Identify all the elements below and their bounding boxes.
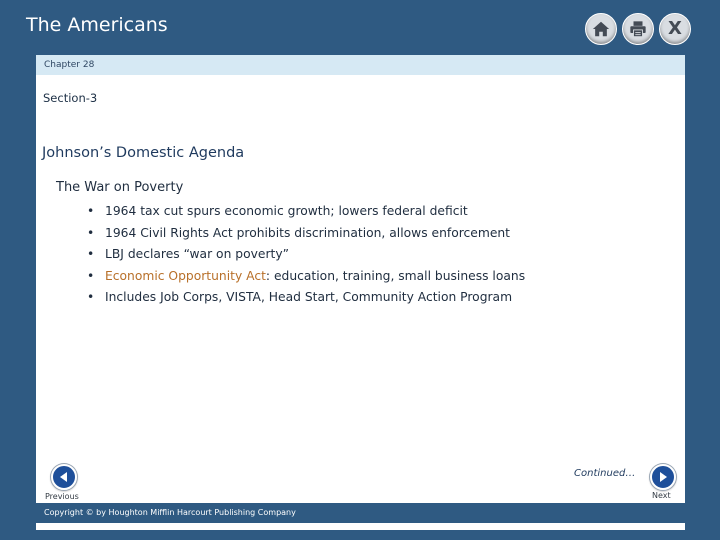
bullet-marker: • bbox=[87, 290, 95, 305]
bullet-item bbox=[87, 201, 525, 223]
slide-title: Johnson’s Domestic Agenda bbox=[42, 145, 245, 161]
section-label: Section-3 bbox=[43, 91, 98, 105]
next-label: Next bbox=[652, 491, 671, 500]
chapter-label: Chapter 28 bbox=[36, 55, 685, 75]
home-button[interactable] bbox=[585, 13, 617, 45]
bullet-text: : education, training, small business loans bbox=[265, 268, 526, 283]
bullet-item bbox=[87, 244, 525, 266]
bullet-list bbox=[87, 201, 525, 309]
bullet-text: 1964 Civil Rights Act prohibits discrimination, allows enforcement bbox=[105, 225, 510, 240]
bullet-item bbox=[87, 287, 525, 309]
bullet-marker: • bbox=[87, 204, 95, 218]
bullet-marker: • bbox=[87, 225, 95, 240]
home-icon bbox=[592, 20, 610, 38]
close-icon: X bbox=[668, 18, 682, 39]
bullet-text: 1964 tax cut spurs economic growth; lowers federal deficit bbox=[105, 204, 468, 218]
previous-button[interactable] bbox=[51, 464, 77, 490]
bullet-item bbox=[87, 223, 525, 245]
content-panel bbox=[36, 55, 685, 530]
bullet-text: LBJ declares “war on poverty” bbox=[105, 247, 289, 262]
close-button[interactable] bbox=[659, 13, 691, 45]
copyright-text: Copyright © by Houghton Mifflin Harcourt Publishing Company bbox=[36, 503, 685, 523]
next-button[interactable] bbox=[650, 464, 676, 490]
bullet-text: Includes Job Corps, VISTA, Head Start, Community Action Program bbox=[105, 290, 513, 305]
key-term-link[interactable]: Economic Opportunity Act bbox=[105, 268, 266, 283]
arrow-left-icon bbox=[58, 471, 70, 483]
printer-icon bbox=[629, 20, 647, 38]
subheading: The War on Poverty bbox=[56, 180, 184, 195]
previous-label: Previous bbox=[45, 492, 79, 501]
bullet-item bbox=[87, 266, 525, 288]
bullet-marker: • bbox=[87, 268, 95, 283]
print-button[interactable] bbox=[622, 13, 654, 45]
continued-label: Continued… bbox=[574, 468, 636, 479]
app-title: The Americans bbox=[26, 14, 168, 36]
toolbar bbox=[585, 13, 691, 45]
arrow-right-icon bbox=[657, 471, 669, 483]
bullet-marker: • bbox=[87, 247, 95, 262]
